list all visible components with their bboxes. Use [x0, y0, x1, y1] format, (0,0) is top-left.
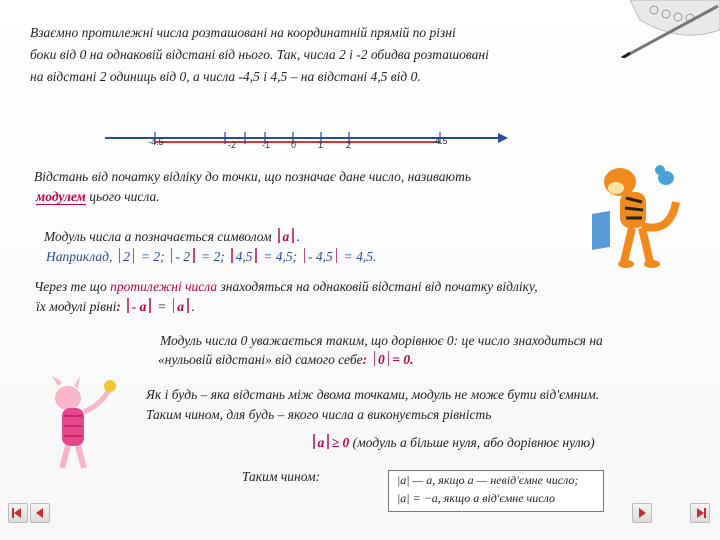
para1-line2: боки від 0 на однаковій відстані від нього. Так, числа 2 і -2 обидва розташовані — [30, 47, 489, 62]
nl-label-45: 4.5 — [435, 136, 448, 146]
nl-label-0: 0 — [291, 140, 297, 150]
para1-line1: Взаємно протилежні числа розташовані на координатній прямій по різні — [30, 25, 456, 40]
para3-rhs: а — [177, 299, 185, 314]
para3-a: Через те що — [34, 279, 111, 294]
para1-line3: на відстані 2 одиниць від 0, а числа -4,5 і 4,5 – на відстані 4,5 від 0. — [30, 69, 421, 84]
prev-icon — [31, 504, 49, 522]
tigger-icon — [592, 148, 684, 268]
nl-label-neg1: -1 — [262, 140, 271, 150]
conclusion-row2: |a| = −a, якщо a від'ємне число — [397, 491, 555, 505]
para5-line1: Як і будь – яка відстань між двома точками, модуль не може бути від'ємним. — [146, 387, 600, 402]
para4-rest: = 0. — [392, 352, 414, 367]
para3-line1 — [34, 278, 538, 296]
ex-8: = 4,5. — [343, 249, 377, 264]
para3-eq: = — [157, 299, 167, 314]
next-slide-button[interactable] — [632, 503, 652, 523]
notation-prefix: Модуль числа a позначається символом — [44, 229, 272, 244]
para3-b: знаходяться на однаковій відстані від початку відліку, — [217, 279, 538, 294]
ex-5: 4,5 — [235, 249, 253, 264]
nl-label-1: 1 — [318, 140, 324, 150]
para3-line2 — [36, 298, 195, 316]
notation-line — [44, 228, 300, 246]
ex-4: = 2; — [200, 249, 225, 264]
conclusion-label: Таким чином: — [242, 469, 321, 484]
para3-end: . — [191, 299, 195, 314]
para4-line1: Модуль числа 0 уважається таким, що дорівнює 0: це число знаходиться на — [160, 333, 603, 348]
nl-label-neg2: -2 — [228, 140, 237, 150]
last-icon — [691, 504, 709, 522]
para4-sym: 0 — [378, 352, 385, 367]
conclusion-table — [388, 470, 604, 512]
conclusion-row1: |a| — a, якщо a — невід'ємне число; — [397, 473, 579, 487]
ineq-note: (модуль а більше нуля, або дорівнює нулю) — [352, 435, 595, 450]
ex-2: = 2; — [140, 249, 165, 264]
notebook-pencil-icon — [600, 0, 720, 58]
para3-colon: : — [116, 299, 121, 314]
para3-term: протилежні числа — [110, 279, 218, 294]
para4-colon: : — [362, 352, 368, 367]
notation-suffix: . — [296, 229, 301, 244]
ineq-rest: ≥ 0 — [331, 435, 350, 450]
ex-1: 2 — [123, 249, 130, 264]
term-modul: модулем — [36, 189, 86, 204]
ex-3: - 2 — [175, 249, 191, 264]
ineq-sym: а — [317, 435, 325, 450]
para3-prefix: їх модулі рівні — [36, 299, 117, 314]
para5-line2: Таким чином, для будь – якого числа а виконується рівність — [146, 407, 492, 422]
para4-line2 — [158, 351, 413, 369]
notation-symbol: a — [282, 229, 290, 244]
first-slide-button[interactable] — [8, 503, 28, 523]
last-slide-button[interactable] — [690, 503, 710, 523]
para3-lhs: - а — [131, 299, 147, 314]
piglet-icon — [40, 372, 120, 472]
examples-line — [46, 248, 376, 266]
prev-slide-button[interactable] — [30, 503, 50, 523]
para2-line2-rest: цього числа. — [85, 189, 160, 204]
para2-line2 — [36, 188, 160, 206]
ex-6: = 4,5; — [263, 249, 298, 264]
ex-7: - 4,5 — [308, 249, 333, 264]
nl-label-neg45: -4.5 — [148, 137, 164, 147]
nl-label-2: 2 — [346, 140, 352, 150]
inequality-line — [310, 434, 595, 452]
para2-line1: Відстань від початку відліку до точки, що позначає дане число, називають — [34, 169, 471, 184]
next-icon — [633, 504, 651, 522]
first-icon — [9, 504, 27, 522]
example-prefix: Наприклад, — [46, 249, 113, 264]
para4-prefix: «нульовій відстані» від самого себе — [158, 352, 363, 367]
